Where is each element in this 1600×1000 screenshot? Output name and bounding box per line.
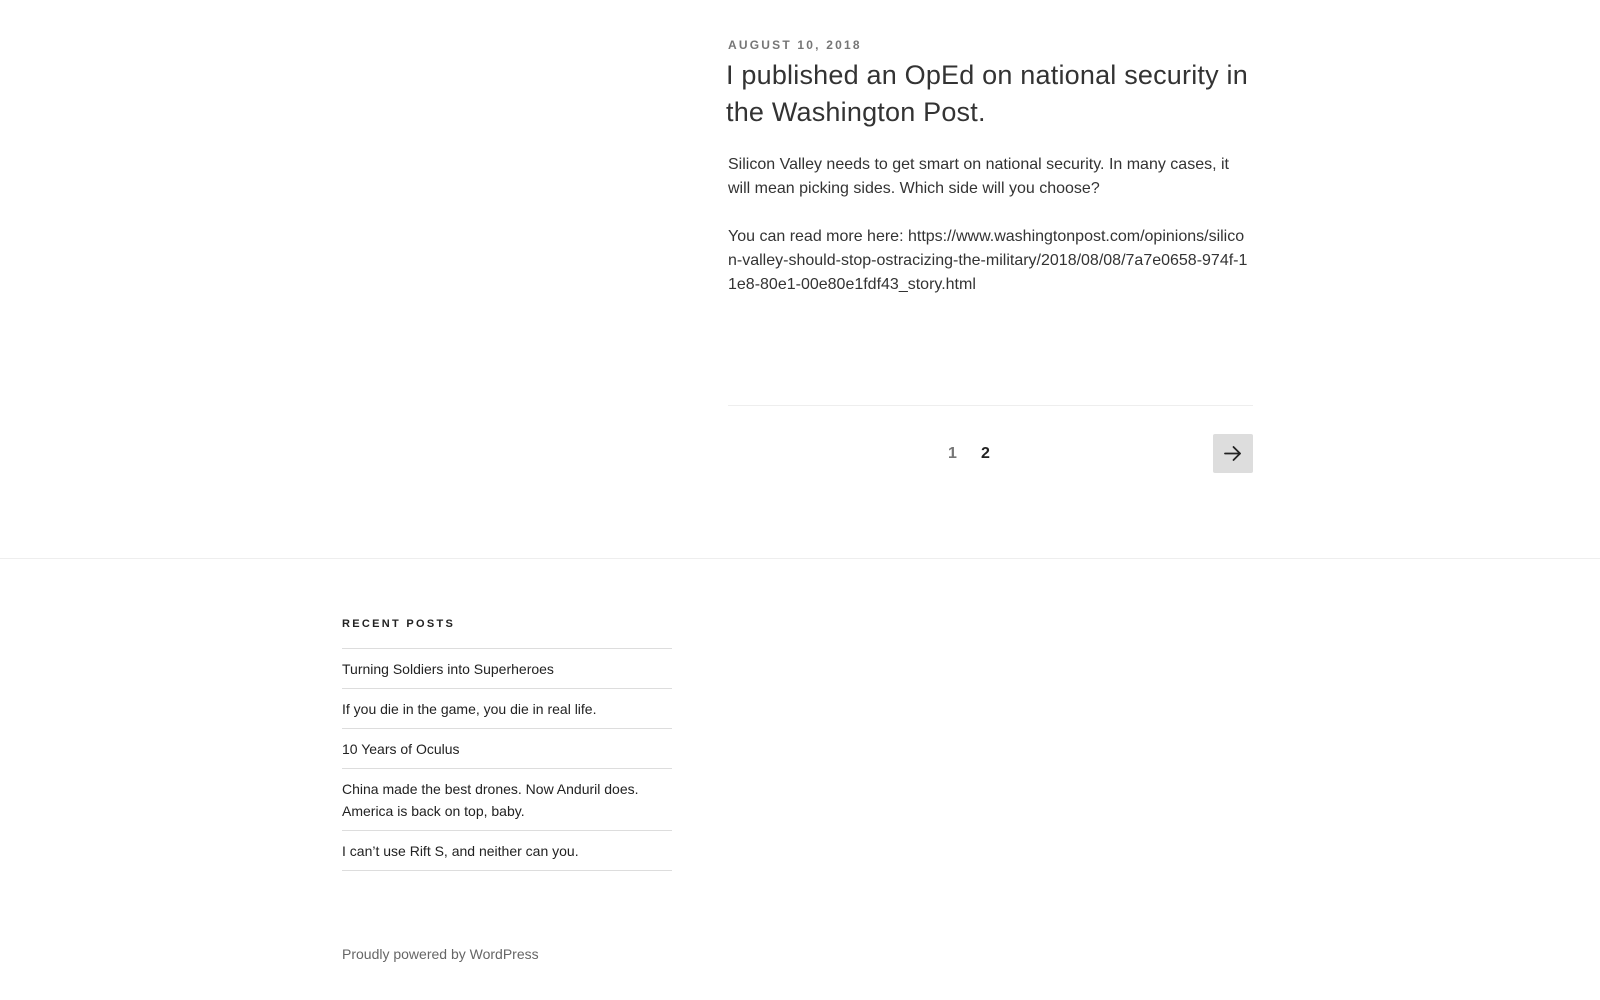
recent-post-link[interactable]: Turning Soldiers into Superheroes [342, 661, 554, 677]
washington-post-link[interactable]: https://www.washingtonpost.com/opinions/silicon-valley-should-stop-ostracizing-the-military/2018/08/08/7a7e0658-974f-11e8-80e1-00e80e1fdf43_story.html [728, 228, 1248, 293]
recent-post-link[interactable]: China made the best drones. Now Anduril does. America is back on top, baby. [342, 781, 639, 819]
post-link-prefix: You can read more here: [728, 228, 908, 245]
recent-post-link[interactable]: 10 Years of Oculus [342, 741, 460, 757]
blog-post [728, 30, 1253, 321]
page-number-link[interactable]: 2 [981, 445, 990, 462]
recent-posts-list [342, 648, 672, 871]
list-item [342, 769, 672, 831]
widget-title: RECENT POSTS [342, 618, 456, 630]
next-page-button[interactable] [1213, 434, 1253, 473]
footer-divider [0, 558, 1600, 559]
post-divider [728, 405, 1253, 406]
post-paragraph-link-line [728, 225, 1253, 297]
post-content [728, 153, 1253, 297]
arrow-right-icon [1224, 445, 1242, 462]
list-item [342, 649, 672, 689]
next-page-label [1213, 434, 1214, 435]
post-title[interactable]: I published an OpEd on national security in the Washington Post. [726, 60, 1248, 127]
post-paragraph: Silicon Valley needs to get smart on national security. In many cases, it will mean picking sides. Which side will you choose? [728, 156, 1229, 197]
list-item [342, 729, 672, 769]
list-item [342, 689, 672, 729]
wordpress-credit-link[interactable]: Proudly powered by WordPress [342, 946, 539, 962]
pagination [728, 434, 1253, 474]
recent-post-link[interactable]: I can’t use Rift S, and neither can you. [342, 843, 579, 859]
list-item [342, 831, 672, 871]
page-number-current: 1 [948, 445, 957, 462]
recent-post-link[interactable]: If you die in the game, you die in real life. [342, 701, 597, 717]
site-info [342, 943, 539, 965]
post-date[interactable]: AUGUST 10, 2018 [728, 38, 862, 52]
recent-posts-widget [342, 612, 672, 871]
